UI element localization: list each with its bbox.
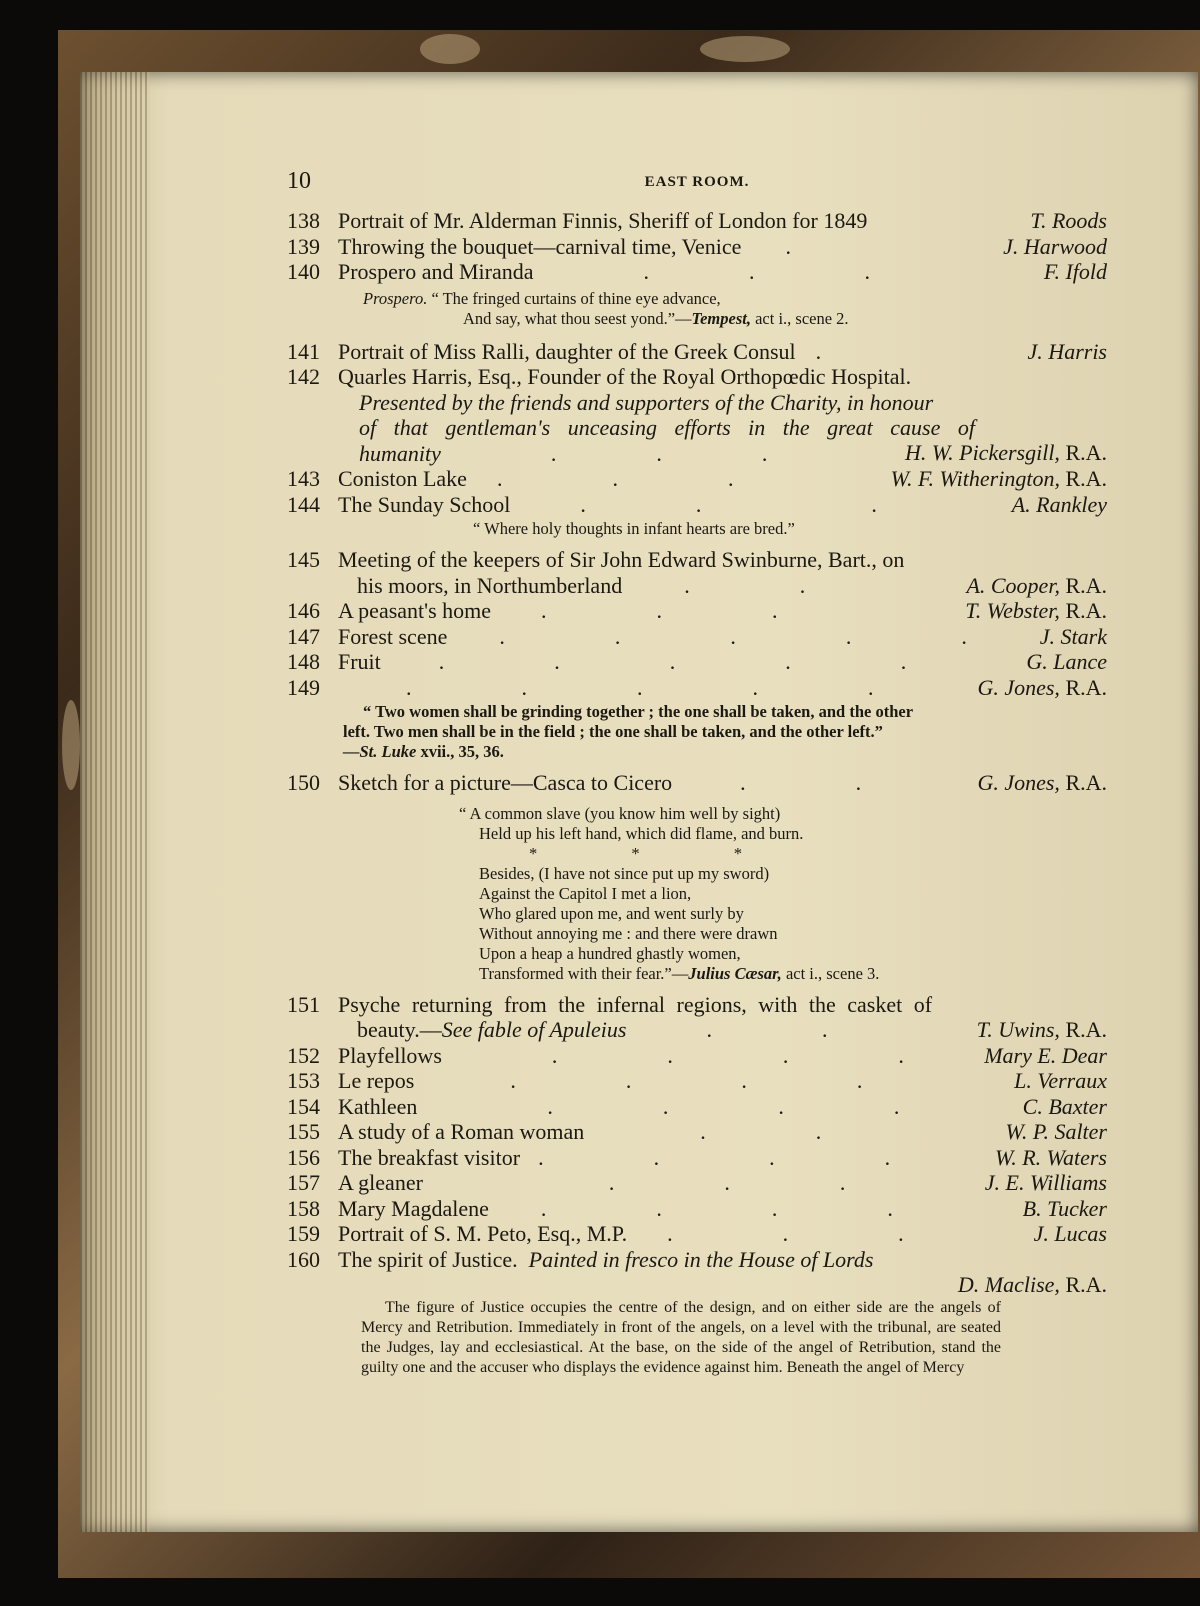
artist-name: C. Baxter xyxy=(1022,1093,1107,1119)
entry-title: The breakfast visitor . . . . xyxy=(338,1144,891,1170)
page-number: 10 xyxy=(287,168,311,194)
catalogue-entry xyxy=(287,1221,1107,1247)
entry-number: 151 xyxy=(287,991,320,1017)
artist-name: J. Harwood xyxy=(1003,233,1107,259)
entry-number: 145 xyxy=(287,547,320,572)
catalogue-entry xyxy=(287,234,1107,260)
catalogue-entry xyxy=(287,992,1107,1018)
artist-name: A. Rankley xyxy=(1011,491,1107,517)
entry-title: Portrait of Mr. Alderman Finnis, Sheriff of London for 1849 xyxy=(338,208,868,233)
entry-continuation xyxy=(287,1272,1107,1298)
description-paragraph: The figure of Justice occupies the centre of the design, and on either side are the angels of Mercy and Retribution. Immediately in front of the angels, on a level with the tribunal, are seated the Judges, lay and ecclesiastical. At the base, on the side of the angel of Retribution, stand the guilty one and the accuser who displays the evidence against him. Beneath the angel of Mercy xyxy=(361,1299,1001,1376)
entry-title: The Sunday School . . . xyxy=(338,491,877,517)
artist-name: T. Uwins, R.A. xyxy=(976,1017,1107,1042)
catalogue-entry xyxy=(287,1247,1107,1273)
entry-number: 147 xyxy=(287,623,320,649)
page-gutter xyxy=(80,72,150,1532)
artist-name: G. Lance xyxy=(1026,649,1107,674)
catalogue-entry xyxy=(287,1119,1107,1145)
entry-title: Portrait of Miss Ralli, daughter of the Greek Consul . xyxy=(338,338,822,364)
entry-title: Coniston Lake . . . xyxy=(338,466,734,491)
catalogue-entry xyxy=(287,624,1107,650)
entry-title: Mary Magdalene . . . . xyxy=(338,1195,893,1221)
marbled-endpaper xyxy=(700,36,790,62)
catalogue-entry xyxy=(287,649,1107,675)
entry-continuation: beauty.—See fable of Apuleius . . T. Uwins, R.A. xyxy=(357,1017,1107,1042)
catalogue-entry xyxy=(287,259,1107,285)
entry-number: 142 xyxy=(287,364,320,389)
entry-title: Playfellows . . . . xyxy=(338,1042,904,1068)
artist-name: H. W. Pickersgill, R.A. xyxy=(904,439,1107,465)
artist-name: B. Tucker xyxy=(1022,1195,1107,1221)
entry-number: 139 xyxy=(287,233,320,259)
entry-number: 150 xyxy=(287,770,320,795)
entry-title: Meeting of the keepers of Sir John Edward Swinburne, Bart., on xyxy=(338,547,905,572)
entry-title: Psyche returning from the infernal regions, with the casket of xyxy=(338,991,933,1017)
entry-number: 156 xyxy=(287,1144,320,1170)
entry-number: 144 xyxy=(287,491,320,517)
entry-title: Le repos . . . . xyxy=(338,1068,863,1093)
entry-title: Sketch for a picture—Casca to Cicero . . xyxy=(338,770,862,795)
entry-number: 148 xyxy=(287,649,320,674)
entry-number: 159 xyxy=(287,1221,320,1246)
marbled-endpaper xyxy=(62,700,80,790)
catalogue-entry xyxy=(287,675,1107,701)
catalogue-entry xyxy=(287,208,1107,234)
entry-number: 140 xyxy=(287,259,320,284)
artist-name: F. Ifold xyxy=(1043,259,1107,284)
marbled-endpaper xyxy=(420,34,480,64)
entry-title: Kathleen . . . . xyxy=(338,1093,900,1119)
catalogue-entry xyxy=(287,547,1107,573)
verse-quote: Prospero. “ The fringed curtains of thine eye advance, And say, what thou seest yond.”—Tempest, act i., scene 2. xyxy=(363,288,849,328)
entry-number: 152 xyxy=(287,1042,320,1068)
artist-name: T. Roods xyxy=(1030,208,1107,233)
running-head: EAST ROOM. xyxy=(644,174,750,190)
entry-number: 146 xyxy=(287,598,320,623)
entry-number: 158 xyxy=(287,1195,320,1221)
artist-name: J. Stark xyxy=(1039,623,1107,649)
entry-number: 157 xyxy=(287,1170,320,1195)
entry-number: 141 xyxy=(287,338,320,364)
artist-name: G. Jones, R.A. xyxy=(977,674,1107,700)
artist-name: A. Cooper, R.A. xyxy=(966,572,1107,598)
entry-number: 138 xyxy=(287,208,320,233)
artist-name: W. R. Waters xyxy=(994,1144,1107,1170)
entry-title: Forest scene . . . . . xyxy=(338,623,967,649)
entry-title: Prospero and Miranda . . . xyxy=(338,259,871,284)
entry-number: 149 xyxy=(287,674,320,700)
page-header xyxy=(287,168,1107,208)
catalogue-entry xyxy=(287,1094,1107,1120)
entry-title: A study of a Roman woman . . xyxy=(338,1119,822,1144)
entry-title: Quarles Harris, Esq., Founder of the Royal Orthopœdic Hospital. xyxy=(338,364,912,389)
entry-number: 154 xyxy=(287,1093,320,1119)
artist-name: W. F. Witherington, R.A. xyxy=(890,466,1107,491)
catalogue-entry xyxy=(287,492,1107,518)
catalogue-entry xyxy=(287,339,1107,365)
entry-title: A peasant's home . . . xyxy=(338,598,778,623)
artist-name: J. Harris xyxy=(1027,338,1107,364)
catalogue-entry xyxy=(287,770,1107,796)
catalogue-page xyxy=(287,168,1107,1378)
catalogue-entry xyxy=(287,1043,1107,1069)
entry-title: The spirit of Justice. Painted in fresco in the House of Lords xyxy=(338,1246,874,1272)
entry-title: . . . . . xyxy=(406,674,874,700)
entry-title: Throwing the bouquet—carnival time, Venice . xyxy=(338,233,791,259)
entry-number: 143 xyxy=(287,466,320,491)
entry-number: 153 xyxy=(287,1068,320,1093)
artist-name: G. Jones, R.A. xyxy=(977,770,1107,795)
catalogue-entry xyxy=(287,364,1107,390)
entry-number: 160 xyxy=(287,1246,320,1272)
artist-name: L. Verraux xyxy=(1014,1068,1107,1093)
artist-name: W. P. Salter xyxy=(1005,1119,1107,1144)
entry-title: A gleaner . . . xyxy=(338,1170,846,1195)
entry-number: 155 xyxy=(287,1119,320,1144)
catalogue-entry xyxy=(287,1170,1107,1196)
artist-name: J. E. Williams xyxy=(984,1170,1107,1195)
catalogue-entry xyxy=(287,1145,1107,1171)
entry-continuation: his moors, in Northumberland . . A. Cooper, R.A. xyxy=(357,572,1107,598)
catalogue-entry xyxy=(287,1068,1107,1094)
catalogue-entry xyxy=(287,466,1107,492)
catalogue-entry xyxy=(287,1196,1107,1222)
artist-name: Mary E. Dear xyxy=(984,1042,1107,1068)
verse-quote: “ A common slave (you know him well by sight) Held up his left hand, which did flame, and burn. * * * Besides, (I have not since put up my sword) Against the Capitol I met a lion, Who glared upon me, and went surly by Without annoying me : and there were drawn Upon a heap a hundred ghastly women, Transformed with their fear.”—Julius Cæsar, act i., scene 3. xyxy=(459,803,880,983)
verse-quote: “ Where holy thoughts in infant hearts are bred.” xyxy=(473,519,795,538)
artist-name: J. Lucas xyxy=(1033,1221,1107,1246)
entry-note: Presented by the friends and supporters of the Charity, in honour of that gentleman's unceasing efforts in the great cause of humanity . . . H. W. Pickersgill, R.A. xyxy=(359,389,1107,466)
entry-title: Fruit . . . . . xyxy=(338,649,907,674)
artist-name: D. Maclise, R.A. xyxy=(957,1272,1107,1297)
artist-name: T. Webster, R.A. xyxy=(965,598,1107,623)
entry-title: Portrait of S. M. Peto, Esq., M.P. . . . xyxy=(338,1221,904,1246)
verse-quote: “ Two women shall be grinding together ; the one shall be taken, and the other left. Two men shall be in the field ; the one shall be taken, and the other left.” —St. Luke xvii., 35, 36. xyxy=(343,702,914,761)
catalogue-entry xyxy=(287,598,1107,624)
